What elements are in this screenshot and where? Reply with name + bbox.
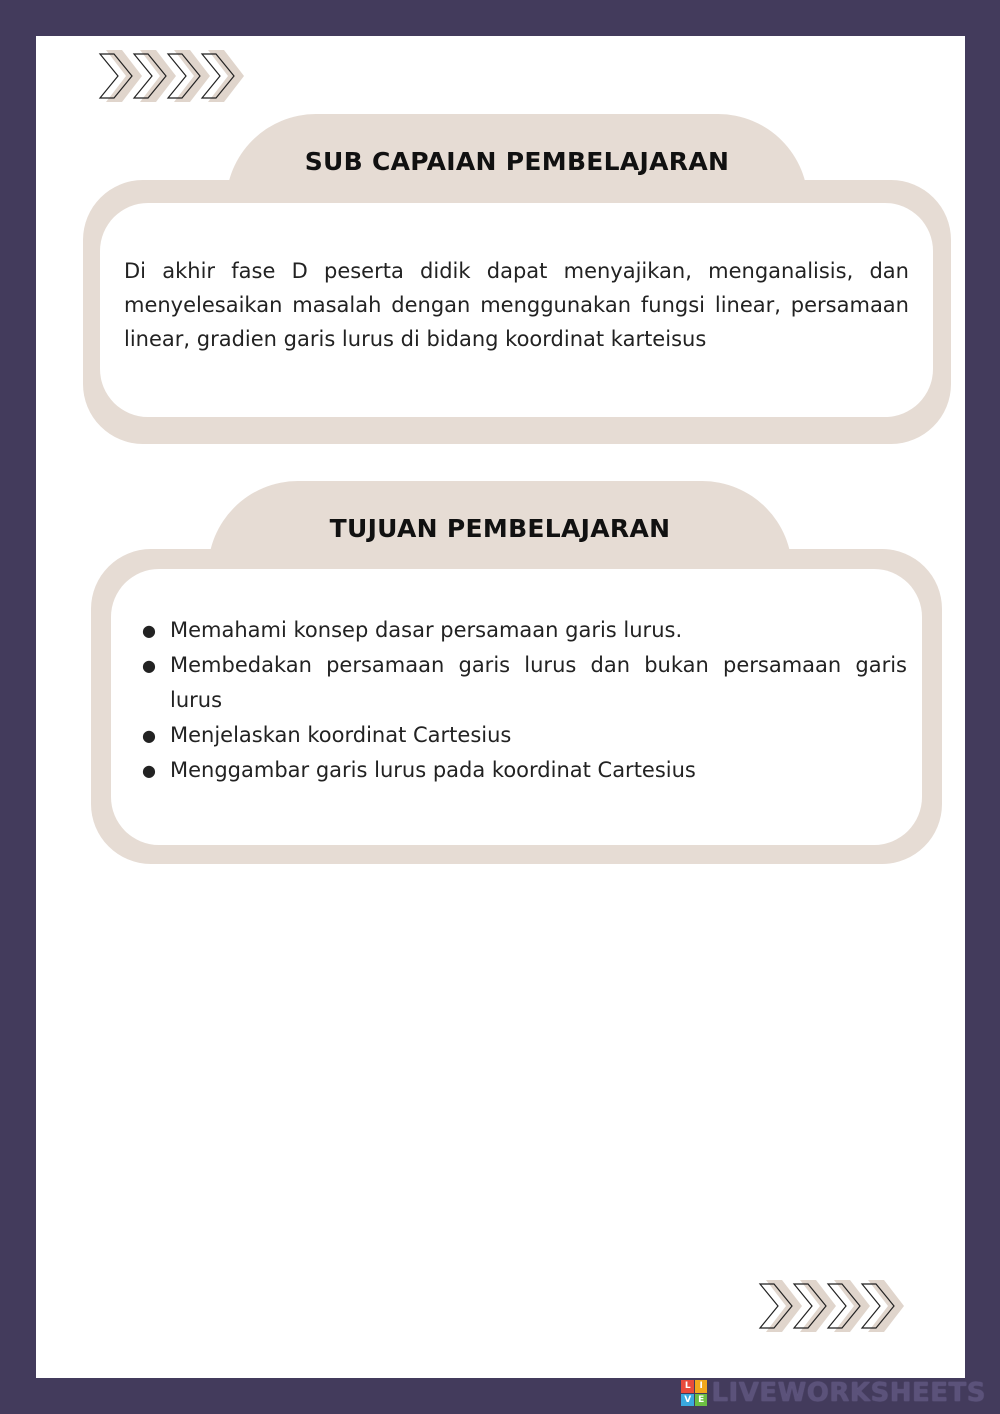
- section2-title: TUJUAN PEMBELAJARAN: [329, 513, 671, 543]
- objectives-list: [124, 613, 907, 788]
- chevrons-bottom-icon: [758, 1278, 910, 1334]
- watermark-text: LIVEWORKSHEETS: [711, 1378, 986, 1408]
- list-item: ● Membedakan persamaan garis lurus dan bukan persamaan garis lurus: [124, 648, 907, 718]
- list-item: ● Memahami konsep dasar persamaan garis lurus.: [124, 613, 907, 648]
- liveworksheets-watermark[interactable]: [681, 1378, 986, 1408]
- bullet-icon: ●: [142, 761, 156, 780]
- list-item: ● Menjelaskan koordinat Cartesius: [124, 718, 907, 753]
- bullet-icon: ●: [142, 621, 156, 640]
- bullet-icon: ●: [142, 726, 156, 745]
- list-item: ● Menggambar garis lurus pada koordinat Cartesius: [124, 753, 907, 788]
- worksheet-page: [36, 36, 965, 1378]
- section1-title: SUB CAPAIAN PEMBELAJARAN: [304, 146, 730, 176]
- chevrons-top-icon: [98, 48, 250, 104]
- liveworksheets-logo-icon: L I V E: [681, 1380, 707, 1406]
- section1-body: Di akhir fase D peserta didik dapat menyajikan, menganalisis, dan menyelesaikan masalah dengan menggunakan fungsi linear, persamaan linear, gradien garis lurus di bidang koordinat karteisus: [124, 259, 909, 351]
- bullet-icon: ●: [142, 656, 156, 675]
